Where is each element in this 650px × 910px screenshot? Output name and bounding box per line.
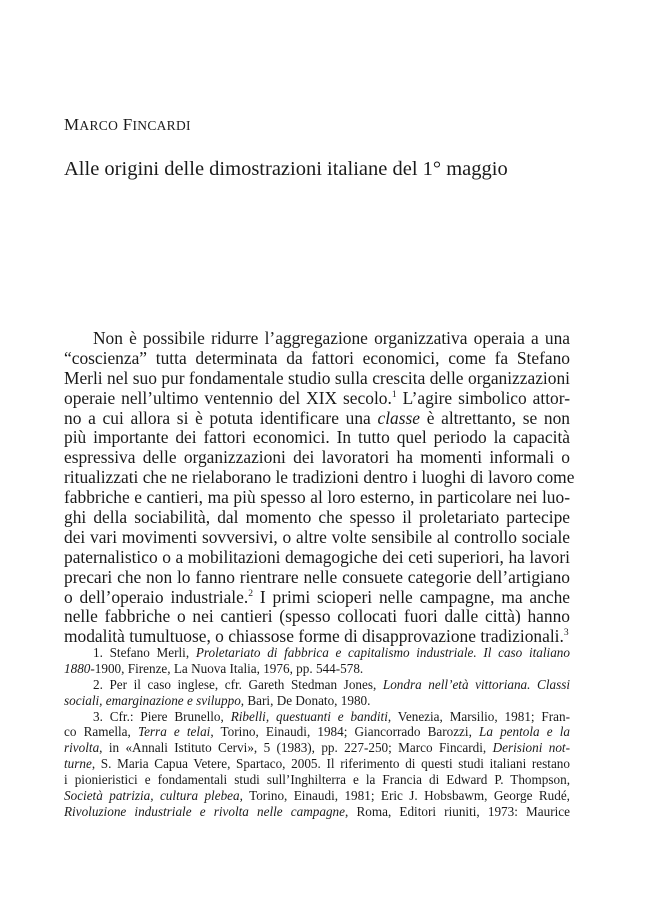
note-text: , S. Maria Capua Vetere, Spartaco, 2005. Il riferimento di questi studi italiani restano — [91, 756, 570, 772]
body-line — [64, 467, 575, 488]
note-text: , in «Annali Istituto Cervi», 5 (1983), pp. 227-250; Marco Fincardi, — [99, 740, 493, 756]
italic-text: Ribelli, questuanti e banditi — [230, 708, 388, 724]
body-line — [64, 409, 570, 429]
note-text: , Roma, Editori riuniti, 1973: Maurice — [345, 803, 570, 819]
body-line — [64, 548, 570, 568]
line-text: ghi della sociabilità, dal momento che spesso il proletariato partecipe — [64, 507, 570, 528]
line-text: Merli nel suo pur fondamentale studio sulla crescita delle organizzazioni — [64, 367, 570, 388]
line-text: è altrettanto, se non — [419, 407, 570, 428]
line-text: modalità tumultuose, o chiassose forme di disapprovazione tradizionali. — [64, 626, 564, 647]
author-first-rest: ARCO — [79, 118, 119, 133]
line-text: ritualizzati che ne rielaborano le tradizioni dentro i luoghi di lavoro come — [64, 467, 575, 488]
body-line — [64, 448, 570, 468]
author-first-initial: M — [64, 115, 80, 134]
italic-text: sociali, emarginazione e sviluppo — [64, 692, 241, 708]
line-text: no a cui allora si è potuta identificare una — [64, 407, 378, 428]
note-text: i pionieristici e fondamentali studi sull’Inghilterra e la Francia di Edward P. Thompson, — [64, 772, 570, 788]
note-text: -1900, Firenze, La Nuova Italia, 1976, pp. 544-578. — [90, 660, 364, 676]
note-text: , Venezia, Marsilio, 1981; Fran- — [387, 708, 570, 724]
italic-text: 1880 — [64, 660, 91, 676]
footnote-line — [64, 788, 570, 804]
line-text: paternalistico o a mobilitazioni demagogiche dei ceti superiori, ha lavori — [64, 546, 570, 567]
author-name — [64, 115, 191, 135]
italic-text: Società patrizia, cultura plebea — [64, 788, 240, 804]
italic-text: Derisioni not- — [492, 740, 570, 756]
body-line — [64, 588, 570, 608]
italic-text: rivolta — [64, 740, 100, 756]
body-line — [64, 349, 570, 369]
italic-text: Londra nell’età vittoriana. Classi — [382, 676, 571, 692]
line-text: più importante dei fattori economici. In tutto quel periodo la capacità — [64, 427, 570, 448]
author-last-initial: F — [122, 115, 133, 134]
body-line — [64, 389, 570, 409]
footnote-line — [64, 772, 570, 788]
footnote-line — [64, 677, 570, 693]
footnote-line — [64, 645, 570, 661]
line-text: o dell’operaio industriale. — [64, 586, 249, 607]
note-text: , Torino, Einaudi, 1981; Eric J. Hobsbawm, George Rudé, — [239, 788, 570, 804]
author-last-rest: INCARDI — [132, 118, 191, 133]
footnote-ref: 3 — [563, 627, 569, 639]
body-line — [64, 607, 570, 627]
footnotes — [64, 645, 570, 820]
body-line — [64, 369, 570, 389]
footnote-ref: 2 — [248, 587, 253, 599]
italic-text: Terra e telai — [137, 724, 211, 740]
italic-text: Rivoluzione industriale e rivolta nelle campagne — [64, 803, 346, 819]
article-title: Alle origini delle dimostrazioni italiane del 1° maggio — [64, 158, 508, 180]
footnote-line — [64, 804, 570, 820]
body-line — [64, 508, 570, 528]
italic-text: La pentola e la — [479, 724, 570, 740]
body-line — [64, 488, 570, 508]
line-text: “coscienza” tutta determinata da fattori economici, come fa Stefano — [64, 347, 570, 368]
footnote-line — [64, 709, 570, 725]
line-text: fabbriche e cantieri, ma più spesso al loro esterno, in particolare nei luo- — [64, 487, 570, 508]
line-text: espressiva delle organizzazioni dei lavoratori ha momenti informali o — [64, 447, 570, 468]
note-text: , Bari, De Donato, 1980. — [240, 692, 371, 708]
italic-text: Proletariato di fabbrica e capitalismo industriale. Il caso italiano — [195, 645, 570, 660]
body-line — [64, 428, 570, 448]
line-text: Non è possibile ridurre l’aggregazione organizzativa operaia a una — [93, 328, 570, 348]
italic-text: turne — [64, 756, 92, 772]
line-text: nelle fabbriche o nei cantieri (spesso collocati fuori dalle città) hanno — [64, 606, 570, 627]
line-text: operaie nell’ultimo ventennio del XIX secolo. — [64, 387, 392, 408]
line-text: dei vari movimenti sovversivi, o altre volte sensibile al controllo sociale — [64, 526, 570, 547]
line-text: precari che non lo fanno rientrare nelle consuete categorie dell’artigiano — [64, 566, 570, 587]
note-text: 3. Cfr.: Piere Brunello, — [93, 708, 231, 724]
footnote-line — [64, 740, 570, 756]
body-text — [64, 328, 575, 647]
footnote-line — [64, 693, 570, 709]
body-line — [64, 568, 570, 588]
line-text: I primi scioperi nelle campagne, ma anche — [252, 586, 570, 607]
footnote-line — [64, 661, 570, 677]
note-text: , Torino, Einaudi, 1984; Giancorrado Barozzi, — [210, 724, 480, 740]
note-text: 2. Per il caso inglese, cfr. Gareth Stedman Jones, — [93, 676, 383, 692]
note-text: 1. Stefano Merli, — [93, 645, 196, 660]
footnote-line — [64, 756, 570, 772]
italic-text: classe — [377, 407, 420, 428]
body-line — [64, 528, 570, 548]
line-text: L’agire simbolico attor- — [396, 387, 570, 408]
footnote-line — [64, 724, 570, 740]
body-line — [64, 329, 570, 349]
note-text: co Ramella, — [64, 724, 138, 740]
footnote-ref: 1 — [391, 388, 397, 400]
